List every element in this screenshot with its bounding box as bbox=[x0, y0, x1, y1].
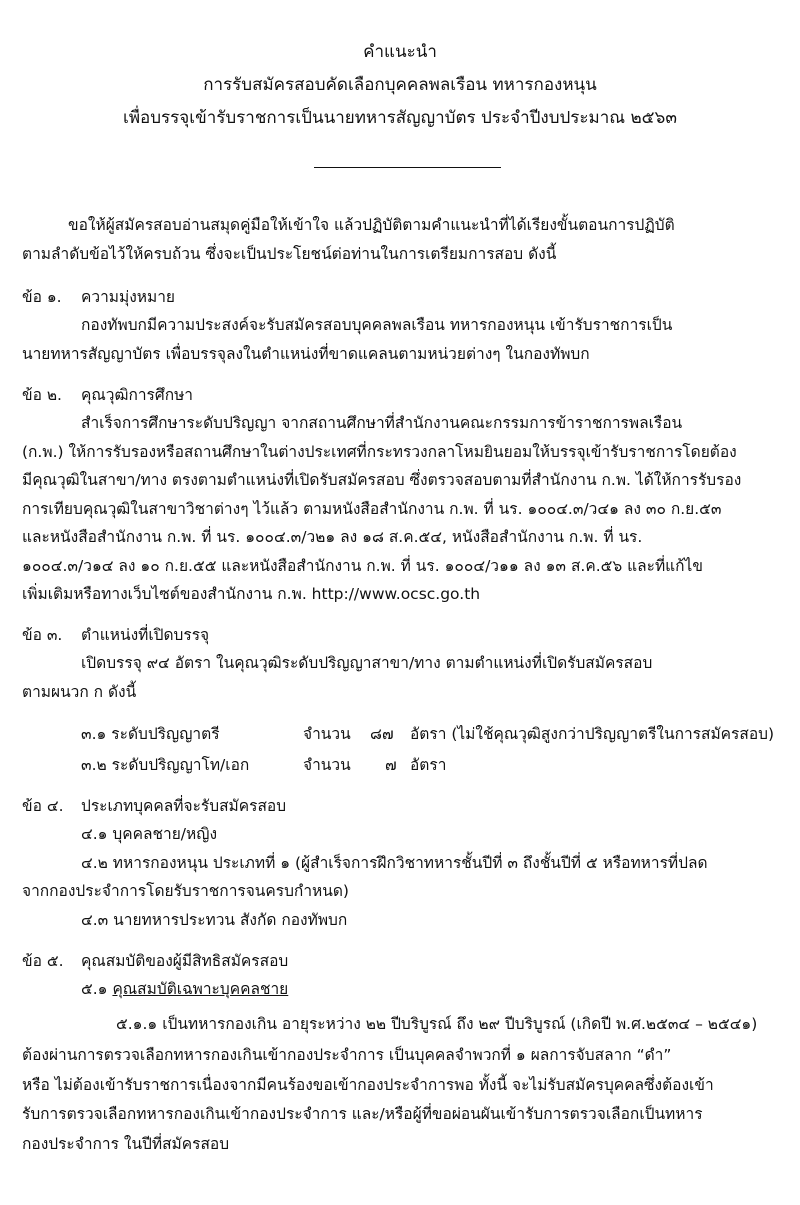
intro-line: ขอให้ผู้สมัครสอบอ่านสมุดคู่มือให้เข้าใจ แล้วปฏิบัติตามคำแนะนำที่ได้เรียงขั้นตอนการปฏิบัติ bbox=[68, 216, 675, 234]
section-2-label: ข้อ ๒. bbox=[22, 386, 62, 404]
section-5-text: หรือ ไม่ต้องเข้ารับราชการเนื่องจากมีคนร้องขอเข้ากองประจำการพอ ทั้งนี้ จะไม่รับสมัครบุคคลซึ่งต้องเข้า bbox=[22, 1076, 714, 1094]
position-row-item: ๓.๑ ระดับปริญญาตรี bbox=[81, 725, 220, 743]
section-4-item: จากกองประจำการโดยรับราชการจนครบกำหนด) bbox=[22, 882, 349, 900]
section-2-text: สำเร็จการศึกษาระดับปริญญา จากสถานศึกษาที่สำนักงานคณะกรรมการข้าราชการพลเรือน bbox=[81, 414, 683, 432]
section-2-text: ๑๐๐๔.๓/ว๑๔ ลง ๑๐ ก.ย.๕๕ และหนังสือสำนักงาน ก.พ. ที่ นร. ๑๐๐๔/ว๑๑ ลง ๑๓ ส.ค.๕๖ และที่แก้ไข bbox=[22, 557, 703, 575]
intro-line: ตามลำดับข้อไว้ให้ครบถ้วน ซึ่งจะเป็นประโยชน์ต่อท่านในการเตรียมการสอบ ดังนี้ bbox=[22, 245, 557, 263]
section-5-text: ต้องผ่านการตรวจเลือกทหารกองเกินเข้ากองประจำการ เป็นบุคคลจำพวกที่ ๑ ผลการจับสลาก “ดำ” bbox=[22, 1046, 672, 1064]
section-4-item: ๔.๑ บุคคลชาย/หญิง bbox=[81, 825, 218, 843]
section-5-text: รับการตรวจเลือกทหารกองเกินเข้ากองประจำการ และ/หรือผู้ที่ขอผ่อนผันเข้ารับการตรวจเลือกเป็นทหาร bbox=[22, 1105, 703, 1123]
title-divider bbox=[314, 167, 501, 168]
position-row-unit: อัตรา bbox=[410, 756, 447, 774]
section-5-text: ๕.๑.๑ เป็นทหารกองเกิน อายุระหว่าง ๒๒ ปีบริบูรณ์ ถึง ๒๙ ปีบริบูรณ์ (เกิดปี พ.ศ.๒๕๓๔ – ๒๕๔๑) bbox=[116, 1015, 758, 1033]
section-5-label: ข้อ ๕. bbox=[22, 952, 64, 970]
section-2-text: การเทียบคุณวุฒิในสาขาวิชาต่างๆ ไว้แล้ว ตามหนังสือสำนักงาน ก.พ. ที่ นร. ๑๐๐๔.๓/ว๔๑ ลง ๓๐ ก.ย.๕๓ bbox=[22, 500, 722, 518]
position-row-count-label: จำนวน bbox=[303, 756, 351, 774]
position-row-item: ๓.๒ ระดับปริญญาโท/เอก bbox=[81, 756, 250, 774]
section-1-heading: ความมุ่งหมาย bbox=[81, 288, 175, 306]
section-3-text: ตามผนวก ก ดังนี้ bbox=[22, 683, 137, 701]
position-row-count: ๗ bbox=[385, 756, 397, 774]
section-1-text: กองทัพบกมีความประสงค์จะรับสมัครสอบบุคคลพลเรือน ทหารกองหนุน เข้ารับราชการเป็น bbox=[81, 316, 673, 334]
section-5-text: กองประจำการ ในปีที่สมัครสอบ bbox=[22, 1135, 230, 1153]
section-2-heading: คุณวุฒิการศึกษา bbox=[81, 386, 194, 404]
section-3-heading: ตำแหน่งที่เปิดบรรจุ bbox=[81, 626, 210, 644]
position-row-count-label: จำนวน bbox=[303, 725, 351, 743]
subheading-number: ๕.๑ bbox=[81, 980, 108, 998]
doc-subtitle-2: เพื่อบรรจุเข้ารับราชการเป็นนายทหารสัญญาบัตร ประจำปีงบประมาณ ๒๕๖๓ bbox=[123, 108, 677, 128]
section-1-text: นายทหารสัญญาบัตร เพื่อบรรจุลงในตำแหน่งที่ขาดแคลนตามหน่วยต่างๆ ในกองทัพบก bbox=[22, 345, 590, 363]
doc-title: คำแนะนำ bbox=[363, 42, 437, 62]
section-5-heading: คุณสมบัติของผู้มีสิทธิสมัครสอบ bbox=[81, 952, 289, 970]
section-4-label: ข้อ ๔. bbox=[22, 797, 64, 815]
section-2-text: และหนังสือสำนักงาน ก.พ. ที่ นร. ๑๐๐๔.๓/ว๒๑ ลง ๑๘ ส.ค.๕๔, หนังสือสำนักงาน ก.พ. ที่ นร. bbox=[22, 528, 643, 546]
section-5-subheading bbox=[81, 979, 288, 999]
section-1-label: ข้อ ๑. bbox=[22, 288, 62, 306]
position-row-count: ๘๗ bbox=[370, 725, 394, 743]
doc-subtitle-1: การรับสมัครสอบคัดเลือกบุคคลพลเรือน ทหารกองหนุน bbox=[203, 75, 597, 95]
section-4-heading: ประเภทบุคคลที่จะรับสมัครสอบ bbox=[81, 797, 287, 815]
position-row-unit: อัตรา (ไม่ใช้คุณวุฒิสูงกว่าปริญญาตรีในการสมัครสอบ) bbox=[410, 725, 775, 743]
section-4-item: ๔.๒ ทหารกองหนุน ประเภทที่ ๑ (ผู้สำเร็จการฝึกวิชาทหารชั้นปีที่ ๓ ถึงชั้นปีที่ ๕ หรือทหารที่ปลด bbox=[81, 854, 708, 872]
section-3-text: เปิดบรรจุ ๙๔ อัตรา ในคุณวุฒิระดับปริญญาสาขา/ทาง ตามตำแหน่งที่เปิดรับสมัครสอบ bbox=[81, 654, 653, 672]
section-2-text: มีคุณวุฒิในสาขา/ทาง ตรงตามตำแหน่งที่เปิดรับสมัครสอบ ซึ่งตรวจสอบตามที่สำนักงาน ก.พ. ได้ให้การรับรอง bbox=[22, 471, 742, 489]
section-2-text: (ก.พ.) ให้การรับรองหรือสถานศึกษาในต่างประเทศที่กระทรวงกลาโหมยินยอมให้บรรจุเข้ารับราชการโดยต้อง bbox=[22, 443, 737, 461]
section-2-text: เพิ่มเติมหรือทางเว็บไซต์ของสำนักงาน ก.พ. http://www.ocsc.go.th bbox=[22, 585, 481, 603]
section-3-label: ข้อ ๓. bbox=[22, 626, 63, 644]
section-4-item: ๔.๓ นายทหารประทวน สังกัด กองทัพบก bbox=[81, 911, 348, 929]
subheading-title: คุณสมบัติเฉพาะบุคคลชาย bbox=[112, 980, 289, 998]
